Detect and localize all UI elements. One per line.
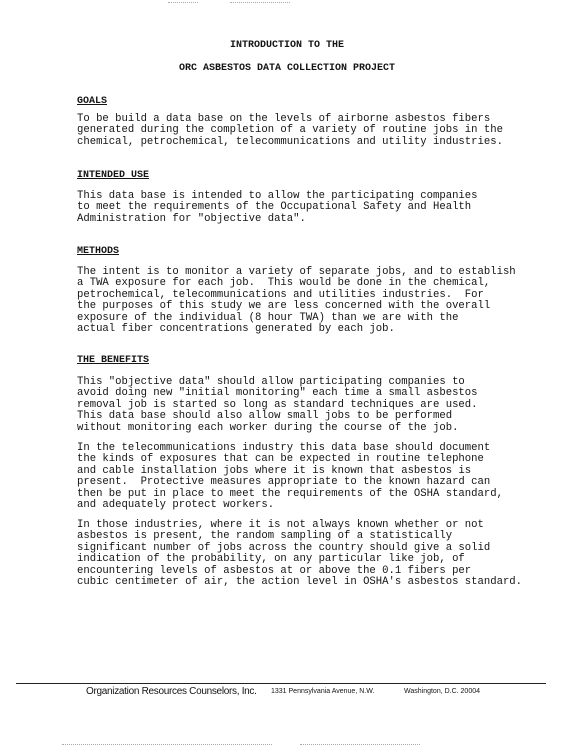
text-line: The intent is to monitor a variety of separate jobs, and to establish: [77, 266, 516, 278]
scan-artifact: [168, 2, 198, 3]
text-line: To be build a data base on the levels of airborne asbestos fibers: [77, 113, 491, 125]
document-subtitle: ORC ASBESTOS DATA COLLECTION PROJECT: [178, 63, 396, 74]
paragraph-benefits-1: [77, 377, 547, 434]
footer-city: Washington, D.C. 20004: [404, 688, 481, 695]
text-line: Administration for "objective data".: [77, 212, 306, 225]
paragraph-goals: [77, 114, 547, 148]
text-line: the kinds of exposures that can be expected in routine telephone: [77, 453, 484, 466]
text-line: actual fiber concentrations generated by each job.: [77, 323, 395, 336]
footer-address: 1331 Pennsylvania Avenue, N.W.: [271, 688, 375, 695]
text-line: In those industries, where it is not always known whether or not: [77, 519, 484, 531]
text-line: present. Protective measures appropriate to the known hazard can: [77, 476, 491, 489]
text-line: significant number of jobs across the country should give a solid: [77, 541, 491, 554]
text-line: This "objective data" should allow participating companies to: [77, 376, 465, 388]
text-line: cubic centimeter of air, the action level in OSHA's asbestos standard.: [77, 576, 523, 589]
section-heading-benefits: THE BENEFITS: [77, 355, 150, 366]
text-line: This data base is intended to allow the participating companies: [77, 190, 478, 202]
text-line: encountering levels of asbestos at or above the 0.1 fibers per: [77, 564, 472, 577]
paragraph-benefits-2: [77, 443, 547, 511]
text-line: generated during the completion of a variety of routine jobs in the: [77, 124, 503, 137]
text-line: exposure of the individual (8 hour TWA) than we are with the: [77, 311, 459, 324]
text-line: chemical, petrochemical, telecommunications and utility industries.: [77, 135, 503, 148]
text-line: without monitoring each worker during the course of the job.: [77, 421, 459, 434]
text-line: In the telecommunications industry this data base should document: [77, 442, 491, 454]
text-line: to meet the requirements of the Occupational Safety and Health: [77, 201, 472, 214]
text-line: removal job is started so long as standard techniques are used.: [77, 398, 478, 411]
text-line: indication of the probability, on any particular like job, of: [77, 553, 465, 566]
section-heading-methods: METHODS: [77, 246, 120, 257]
section-heading-goals: GOALS: [77, 96, 108, 107]
text-line: petrochemical, telecommunications and utilities industries. For: [77, 288, 484, 301]
section-heading-intended-use: INTENDED USE: [77, 170, 150, 181]
text-line: This data base should also allow small jobs to be performed: [77, 410, 453, 423]
scan-artifact: [62, 744, 272, 745]
footer-organization: Organization Resources Counselors, Inc.: [86, 686, 257, 697]
text-line: avoid doing new "initial monitoring" each time a small asbestos: [77, 387, 478, 400]
paragraph-benefits-3: [77, 520, 547, 588]
document-title: INTRODUCTION TO THE: [229, 40, 345, 51]
paragraph-methods: [77, 267, 547, 335]
text-line: then be put in place to meet the requirements of the OSHA standard,: [77, 487, 503, 500]
text-line: and adequately protect workers.: [77, 499, 275, 512]
text-line: asbestos is present, the random sampling of a statistically: [77, 530, 453, 543]
scan-artifact: [230, 2, 290, 3]
scan-artifact: [300, 744, 420, 745]
text-line: the purposes of this study we are less concerned with the overall: [77, 300, 491, 313]
footer-divider: [16, 683, 546, 684]
text-line: a TWA exposure for each job. This would be done in the chemical,: [77, 277, 491, 290]
paragraph-intended-use: [77, 191, 547, 225]
text-line: and cable installation jobs where it is known that asbestos is: [77, 464, 472, 477]
